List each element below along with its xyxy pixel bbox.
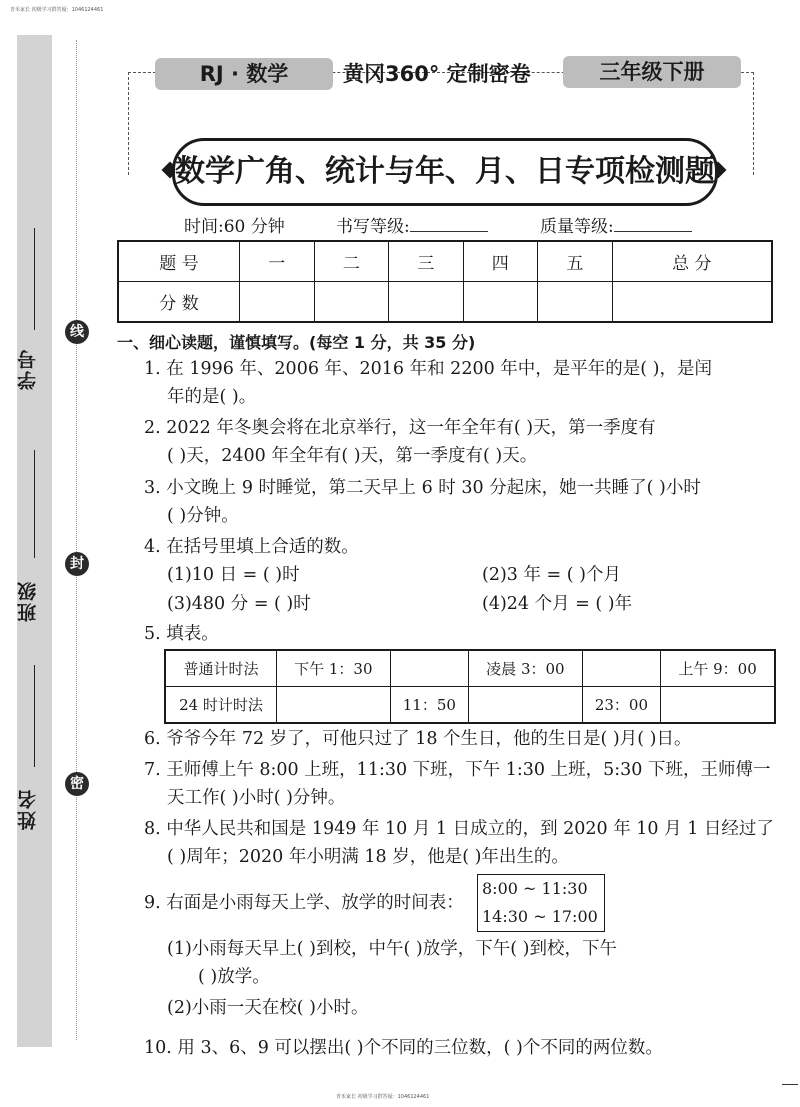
table-cell: 11：50 <box>390 687 468 724</box>
q4-item1: (1)10 日 = ( )时 <box>167 565 300 585</box>
table-cell: 23：00 <box>582 687 660 724</box>
q9-1-line1: (1)小雨每天早上( )到校，中午( )放学，下午( )到校，下午 <box>167 939 617 959</box>
q1-line2: 年的是( )。 <box>167 387 257 407</box>
q3-line1: 3. 小文晚上 9 时睡觉，第二天早上 6 时 30 分起床，她一共睡了( )小时 <box>144 478 701 498</box>
label-student-id: 学号 <box>17 348 39 390</box>
student-id-line[interactable] <box>34 228 35 330</box>
score-head-cell: 二 <box>314 241 389 282</box>
top-note: 青禾家长 初级学习群答疑：1046124461 <box>10 7 104 13</box>
q9-1-line2: ( )放学。 <box>198 967 270 987</box>
score-cell[interactable] <box>538 282 613 323</box>
q2-line2: ( )天，2400 年全年有( )天，第一季度有( )天。 <box>167 446 538 466</box>
score-head-cell: 题 号 <box>118 241 240 282</box>
table-cell: 普通计时法 <box>165 650 277 687</box>
score-header-row <box>118 241 772 282</box>
score-cell[interactable] <box>314 282 389 323</box>
score-head-cell: 一 <box>240 241 315 282</box>
q4-item4: (4)24 个月 = ( )年 <box>482 594 633 614</box>
q10: 10. 用 3、6、9 可以摆出( )个不同的三位数，( )个不同的两位数。 <box>144 1038 663 1058</box>
table-cell[interactable] <box>661 687 775 724</box>
table-cell[interactable] <box>582 650 660 687</box>
q2-line1: 2. 2022 年冬奥会将在北京举行，这一年全年有( )天，第一季度有 <box>144 418 656 438</box>
schedule-morning: 8:00 ~ 11:30 <box>482 879 588 898</box>
q7-line1: 7. 王师傅上午 8:00 上班，11:30 下班，下午 1:30 上班，5:30 下班，王师傅一 <box>144 760 771 780</box>
seal-mi: 密 <box>65 772 89 796</box>
table-cell: 24 时计时法 <box>165 687 277 724</box>
grade-pill: 三年级下册 <box>563 56 741 88</box>
q5-title: 5. 填表。 <box>144 624 219 644</box>
section-heading: 一、细心读题，谨慎填写。(每空 1 分，共 35 分) <box>117 333 476 352</box>
score-head-cell: 三 <box>389 241 464 282</box>
seal-xian: 线 <box>65 320 89 344</box>
q8-line1: 8. 中华人民共和国是 1949 年 10 月 1 日成立的，到 2020 年 10 月 1 日经过了 <box>144 819 774 839</box>
score-table <box>117 240 773 323</box>
page-title: 数学广角、统计与年、月、日专项检测题 <box>172 138 718 206</box>
score-cell[interactable] <box>389 282 464 323</box>
cut-line <box>76 40 77 1040</box>
q6: 6. 爷爷今年 72 岁了，可他只过了 18 个生日，他的生日是( )月( )日。 <box>144 729 692 749</box>
writing-grade-label: 书写等级: <box>336 212 488 237</box>
table-cell: 下午 1：30 <box>277 650 391 687</box>
q9-2: (2)小雨一天在校( )小时。 <box>167 998 369 1018</box>
page-corner-mark <box>782 1084 798 1085</box>
q1-line1: 1. 在 1996 年、2006 年、2016 年和 2200 年中，是平年的是( )，是闰 <box>144 359 712 379</box>
score-row-label: 分 数 <box>118 282 240 323</box>
q4-item3: (3)480 分 = ( )时 <box>167 594 311 614</box>
table-cell[interactable] <box>277 687 391 724</box>
score-head-cell: 五 <box>538 241 613 282</box>
table-cell: 上午 9：00 <box>661 650 775 687</box>
class-line[interactable] <box>34 450 35 558</box>
subject-pill: RJ · 数学 <box>155 58 333 90</box>
q4-title: 4. 在括号里填上合适的数。 <box>144 537 359 557</box>
bottom-note: 青禾家长 初级学习群答疑：1046124461 <box>336 1094 430 1100</box>
table-cell: 凌晨 3：00 <box>469 650 583 687</box>
score-head-cell: 总 分 <box>612 241 772 282</box>
q9-title: 9. 右面是小雨每天上学、放学的时间表： <box>144 893 464 913</box>
label-class: 班级 <box>17 580 39 622</box>
time-conversion-table <box>164 649 776 724</box>
q3-line2: ( )分钟。 <box>167 506 239 526</box>
score-cell[interactable] <box>240 282 315 323</box>
quality-grade-label: 质量等级: <box>540 212 692 237</box>
q4-item2: (2)3 年 = ( )个月 <box>482 565 621 585</box>
name-line[interactable] <box>34 665 35 767</box>
q8-line2: ( )周年；2020 年小明满 18 岁，他是( )年出生的。 <box>167 847 569 867</box>
brand-text: 黄冈360° 定制密卷 <box>343 62 531 86</box>
table-cell[interactable] <box>469 687 583 724</box>
q7-line2: 天工作( )小时( )分钟。 <box>167 788 346 808</box>
schedule-afternoon: 14:30 ~ 17:00 <box>482 907 598 926</box>
score-head-cell: 四 <box>463 241 538 282</box>
score-value-row <box>118 282 772 323</box>
table-row <box>165 687 775 724</box>
time-label: 时间:60 分钟 <box>184 217 285 237</box>
schedule-box <box>477 874 605 932</box>
table-cell[interactable] <box>390 650 468 687</box>
score-cell[interactable] <box>612 282 772 323</box>
seal-feng: 封 <box>65 552 89 576</box>
label-name: 姓名 <box>17 788 39 830</box>
table-row <box>165 650 775 687</box>
score-cell[interactable] <box>463 282 538 323</box>
